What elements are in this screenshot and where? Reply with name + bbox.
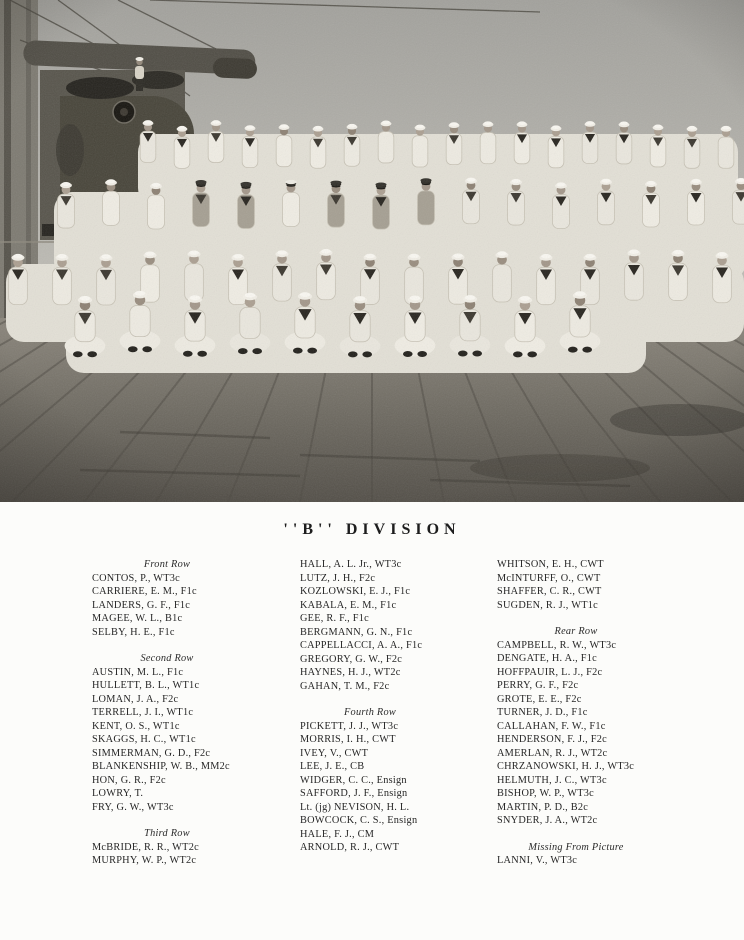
roster-name: LOMAN, J. A., F2c	[92, 693, 179, 705]
roster-name: GEE, R. F., F1c	[300, 613, 370, 624]
roster-name: LANDERS, G. F., F1c	[92, 599, 191, 611]
roster-name: HALL, A. L. Jr., WT3c	[300, 559, 402, 570]
roster-name: SUGDEN, R. J., WT1c	[497, 599, 598, 611]
roster-section	[300, 558, 497, 693]
roster-section	[92, 558, 300, 639]
roster-column-1	[92, 558, 300, 868]
roster-name: MAGEE, W. L., B1c	[92, 613, 183, 624]
roster-name: HON, G. R., F2c	[92, 774, 166, 786]
roster-name: WIDGER, C. C., Ensign	[300, 774, 407, 786]
row-header: Front Row	[143, 559, 191, 570]
roster-name: BERGMANN, G. N., F1c	[300, 626, 413, 638]
roster-name: HULLETT, B. L., WT1c	[92, 680, 200, 691]
roster-name: TURNER, J. D., F1c	[497, 707, 588, 718]
roster-name: CAMPBELL, R. W., WT3c	[497, 639, 617, 651]
roster-name: CALLAHAN, F. W., F1c	[497, 720, 606, 732]
roster-name: HALE, F. J., CM	[300, 828, 375, 840]
roster-name: SAFFORD, J. F., Ensign	[300, 788, 408, 799]
roster-name: MORRIS, I. H., CWT	[300, 734, 396, 745]
roster-name: HENDERSON, F. J., F2c	[497, 734, 607, 745]
page-title: ''B'' DIVISION	[283, 521, 461, 538]
row-header: Second Row	[140, 653, 194, 664]
roster-name: AMERLAN, R. J., WT2c	[497, 747, 608, 759]
roster-section	[497, 841, 744, 868]
roster-name: BOWCOCK, C. S., Ensign	[300, 815, 418, 826]
roster-section	[92, 827, 300, 868]
roster-section	[497, 625, 744, 828]
roster-name: CHRZANOWSKI, H. J., WT3c	[497, 761, 635, 772]
roster-name: ARNOLD, R. J., CWT	[300, 842, 400, 853]
roster-name: KENT, O. S., WT1c	[92, 720, 180, 732]
roster-name: CONTOS, P., WT3c	[92, 572, 181, 584]
roster-name: IVEY, V., CWT	[300, 747, 369, 759]
roster-name: McBRIDE, R. R., WT2c	[92, 841, 199, 853]
roster-name: SKAGGS, H. C., WT1c	[92, 734, 196, 745]
roster-name: AUSTIN, M. L., F1c	[92, 666, 184, 678]
roster-name: PICKETT, J. J., WT3c	[300, 720, 399, 732]
row-header: Rear Row	[554, 626, 598, 637]
roster-name: SNYDER, J. A., WT2c	[497, 815, 598, 826]
row-header: Fourth Row	[344, 707, 396, 718]
roster-name: HOFFPAUIR, L. J., F2c	[497, 666, 603, 678]
roster-name: CAPPELLACCI, A. A., F1c	[300, 640, 423, 651]
roster-name: LANNI, V., WT3c	[497, 855, 578, 866]
roster-name: GREGORY, G. W., F2c	[300, 653, 403, 665]
roster-column-2	[300, 558, 497, 868]
roster-name: SELBY, H. E., F1c	[92, 626, 175, 638]
row-header: Third Row	[144, 828, 190, 839]
roster-name: BISHOP, W. P., WT3c	[497, 788, 594, 799]
roster-name: CARRIERE, E. M., F1c	[92, 586, 197, 597]
roster-section	[300, 706, 497, 855]
roster-name: GAHAN, T. M., F2c	[300, 680, 390, 692]
roster-name: HELMUTH, J. C., WT3c	[497, 774, 607, 786]
roster-name: MARTIN, P. D., B2c	[497, 801, 589, 813]
roster-name: KABALA, E. M., F1c	[300, 599, 397, 611]
roster-name: LOWRY, T.	[92, 788, 144, 799]
roster-name: TERRELL, J. I., WT1c	[92, 707, 194, 718]
roster-name: GROTE, E. E., F2c	[497, 693, 582, 705]
roster-name: MURPHY, W. P., WT2c	[92, 855, 197, 866]
roster-name: FRY, G. W., WT3c	[92, 801, 174, 813]
roster-name: LEE, J. E., CB	[300, 761, 365, 772]
roster-name: LUTZ, J. H., F2c	[300, 572, 376, 584]
roster-name: McINTURFF, O., CWT	[497, 572, 601, 584]
roster-column-3	[497, 558, 744, 868]
roster-name: KOZLOWSKI, E. J., F1c	[300, 586, 411, 597]
roster-name: PERRY, G. F., F2c	[497, 680, 579, 691]
roster-name: HAYNES, H. J., WT2c	[300, 667, 401, 678]
roster	[0, 558, 744, 868]
row-header: Missing From Picture	[528, 841, 624, 853]
roster-name: DENGATE, H. A., F1c	[497, 653, 597, 664]
roster-name: Lt. (jg) NEVISON, H. L.	[300, 801, 410, 813]
roster-name: SHAFFER, C. R., CWT	[497, 586, 602, 597]
roster-name: WHITSON, E. H., CWT	[497, 559, 604, 570]
roster-section	[497, 558, 744, 612]
roster-section	[92, 652, 300, 814]
roster-name: BLANKENSHIP, W. B., MM2c	[92, 761, 230, 772]
roster-name: SIMMERMAN, G. D., F2c	[92, 747, 211, 759]
